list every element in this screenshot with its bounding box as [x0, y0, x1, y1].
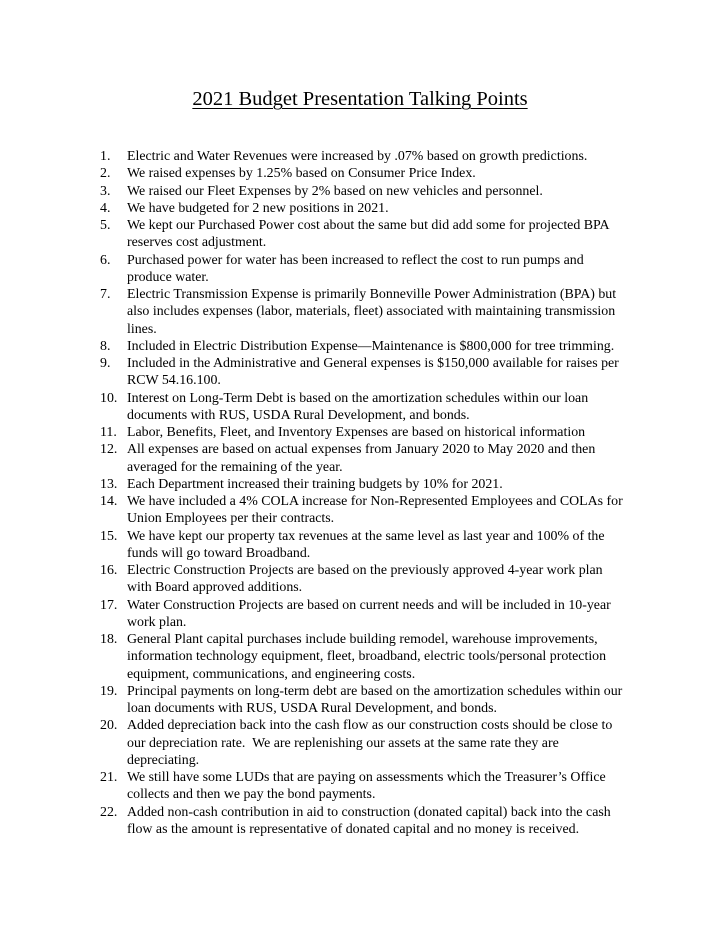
item-number: 3.	[100, 183, 111, 199]
list-item	[100, 631, 640, 683]
item-text	[127, 441, 640, 476]
list-item	[100, 217, 640, 252]
item-number: 14.	[100, 494, 118, 509]
item-number: 22.	[100, 804, 118, 820]
item-text-line: We have kept our property tax revenues at the same level as last year and 100% of the	[127, 528, 605, 544]
item-number: 8.	[100, 338, 111, 354]
item-text-line: Added depreciation back into the cash flow as our construction costs should be close to	[127, 718, 613, 734]
list-item	[100, 148, 640, 165]
item-text-line: flow as the amount is representative of donated capital and no money is received.	[127, 821, 580, 837]
item-text	[127, 183, 640, 200]
item-text-line: General Plant capital purchases include building remodel, warehouse improvements,	[127, 632, 598, 647]
item-number: 17.	[100, 597, 118, 613]
item-number: 6.	[100, 252, 111, 268]
list-item	[100, 390, 640, 425]
item-text-line: Electric Construction Projects are based on the previously approved 4-year work plan	[127, 563, 603, 578]
list-item	[100, 476, 640, 493]
item-text-line: RCW 54.16.100.	[127, 373, 221, 389]
item-text-line: We still have some LUDs that are paying on assessments which the Treasurer’s Office	[127, 770, 606, 785]
list-item	[100, 183, 640, 200]
item-text	[127, 355, 640, 390]
item-text-line: Added non-cash contribution in aid to construction (donated capital) back into the cash	[127, 804, 611, 820]
item-number: 4.	[100, 200, 111, 216]
item-text-line: collects and then we pay the bond payments.	[127, 787, 376, 803]
item-text-line: Purchased power for water has been increased to reflect the cost to run pumps and	[127, 252, 584, 268]
item-text-line: All expenses are based on actual expenses from January 2020 to May 2020 and then	[127, 442, 596, 458]
item-number: 16.	[100, 563, 118, 578]
list-item	[100, 165, 640, 182]
item-text-line: Water Construction Projects are based on current needs and will be included in 10-year	[127, 597, 611, 613]
item-text-line: We have budgeted for 2 new positions in 2021.	[127, 200, 389, 216]
item-text	[127, 562, 640, 597]
item-text	[127, 493, 640, 528]
item-text-line: We kept our Purchased Power cost about the same but did add some for projected BPA	[127, 218, 610, 233]
item-number: 10.	[100, 390, 118, 406]
item-number: 5.	[100, 218, 111, 233]
item-text	[127, 769, 640, 804]
item-text	[127, 390, 640, 425]
list-item	[100, 424, 640, 441]
list-item	[100, 355, 640, 390]
item-text	[127, 286, 640, 338]
item-number: 12.	[100, 442, 118, 458]
item-text-line: produce water.	[127, 269, 209, 285]
item-text-line: We raised expenses by 1.25% based on Consumer Price Index.	[127, 166, 476, 182]
item-text	[127, 717, 640, 769]
item-text-line: information technology equipment, fleet, broadband, electric tools/personal protection	[127, 649, 607, 665]
item-text	[127, 424, 640, 441]
list-item	[100, 252, 640, 287]
list-item	[100, 528, 640, 563]
item-text-line: equipment, communications, and engineering costs.	[127, 666, 416, 682]
item-text	[127, 200, 640, 217]
list-item	[100, 562, 640, 597]
item-text	[127, 683, 640, 718]
item-text	[127, 804, 640, 839]
list-item	[100, 200, 640, 217]
item-text	[127, 252, 640, 287]
item-text-line: We raised our Fleet Expenses by 2% based on new vehicles and personnel.	[127, 183, 543, 199]
item-text	[127, 217, 640, 252]
item-number: 11.	[100, 425, 117, 440]
item-text-line: our depreciation rate. We are replenishing our assets at the same rate they are	[127, 735, 559, 751]
item-number: 7.	[100, 287, 111, 302]
list-item	[100, 597, 640, 632]
item-number: 1.	[100, 149, 111, 164]
item-text-line: Principal payments on long-term debt are based on the amortization schedules within our	[127, 683, 623, 699]
list-item	[100, 769, 640, 804]
item-text	[127, 148, 640, 165]
item-number: 15.	[100, 528, 118, 544]
item-text-line: Included in Electric Distribution Expense—Maintenance is $800,000 for tree trimming.	[127, 338, 615, 354]
item-text	[127, 528, 640, 563]
item-text-line: Union Employees per their contracts.	[127, 511, 335, 527]
item-number: 21.	[100, 770, 118, 785]
item-text	[127, 631, 640, 683]
item-text-line: Electric Transmission Expense is primarily Bonneville Power Administration (BPA) but	[127, 287, 617, 302]
item-text-line: funds will go toward Broadband.	[127, 545, 311, 561]
item-text-line: Each Department increased their training budgets by 10% for 2021.	[127, 476, 503, 492]
item-text-line: Labor, Benefits, Fleet, and Inventory Expenses are based on historical information	[127, 425, 586, 440]
item-text	[127, 338, 640, 355]
list-item	[100, 338, 640, 355]
item-text-line: depreciating.	[127, 752, 200, 768]
item-text-line: We have included a 4% COLA increase for Non-Represented Employees and COLAs for	[127, 494, 623, 509]
item-number: 13.	[100, 476, 118, 492]
list-item	[100, 286, 640, 338]
item-text-line: Electric and Water Revenues were increased by .07% based on growth predictions.	[127, 149, 588, 164]
item-number: 20.	[100, 718, 118, 734]
item-text-line: Interest on Long-Term Debt is based on the amortization schedules within our loan	[127, 390, 589, 406]
item-number: 2.	[100, 166, 111, 182]
item-text-line: with Board approved additions.	[127, 580, 303, 596]
item-text-line: work plan.	[127, 614, 187, 630]
item-text-line: also includes expenses (labor, materials, fleet) associated with maintaining transmission	[127, 304, 616, 320]
list-item	[100, 493, 640, 528]
list-item	[100, 441, 640, 476]
item-text-line: reserves cost adjustment.	[127, 235, 267, 251]
page-title: 2021 Budget Presentation Talking Points	[192, 88, 528, 110]
list-item	[100, 804, 640, 839]
item-text	[127, 476, 640, 493]
list-item	[100, 717, 640, 769]
item-text-line: loan documents with RUS, USDA Rural Development, and bonds.	[127, 701, 498, 716]
item-number: 9.	[100, 356, 111, 371]
item-text-line: documents with RUS, USDA Rural Development, and bonds.	[127, 407, 470, 423]
item-text-line: averaged for the remaining of the year.	[127, 459, 343, 475]
talking-points-list	[100, 148, 640, 838]
item-number: 19.	[100, 683, 118, 699]
item-text-line: Included in the Administrative and General expenses is $150,000 available for raises per	[127, 356, 619, 371]
item-number: 18.	[100, 632, 118, 647]
list-item	[100, 683, 640, 718]
item-text	[127, 597, 640, 632]
item-text	[127, 165, 640, 182]
item-text-line: lines.	[127, 321, 157, 337]
